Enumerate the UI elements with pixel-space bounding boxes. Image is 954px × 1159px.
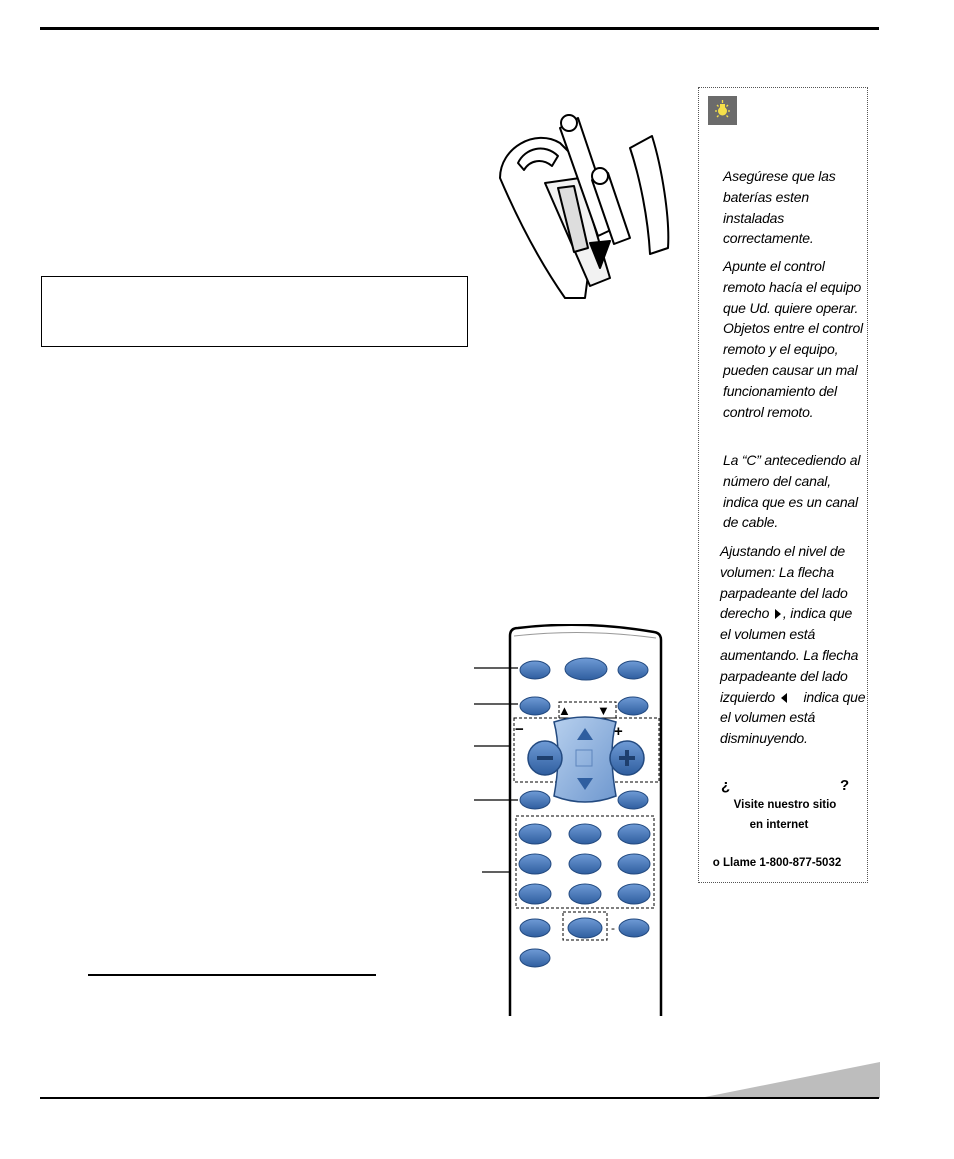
left-arrow-icon — [781, 693, 787, 703]
bottom-rule — [40, 1097, 879, 1099]
help-visit-line1: Visite nuestro sitio — [733, 799, 837, 811]
dash-label: - — [611, 921, 615, 935]
battery-installation-illustration — [490, 108, 690, 303]
volume-plus-label: + — [614, 723, 623, 740]
help-phone: o Llame 1-800-877-5032 — [712, 857, 842, 869]
right-arrow-icon — [775, 609, 781, 619]
help-question-close: ? — [840, 777, 850, 794]
tip-volume-text-1: Ajustando el nivel de volumen: La flecha parpadeante del lado derecho — [720, 543, 848, 622]
lightbulb-icon — [708, 96, 737, 125]
tip-aim-remote: Apunte el control remoto hacía el equipo que Ud. quiere operar. Objetos entre el control remoto y el equipo, pueden causar un mal funcionamiento del control remoto. — [723, 258, 863, 420]
notice-box — [41, 276, 468, 347]
help-visit-line2: en internet — [749, 819, 809, 831]
remote-control-illustration — [474, 624, 674, 1016]
tip-volume-level — [720, 541, 866, 749]
page-corner-wedge — [700, 1062, 880, 1098]
underline-rule — [88, 974, 376, 976]
tip-volume-text-2: , indica que el volumen está aumentando. La flecha parpadeante del lado izquierdo — [720, 605, 859, 705]
tip-volume-text-3: indica que el volumen está disminuyendo. — [720, 688, 866, 747]
channel-down-label: ▼ — [597, 703, 610, 718]
tip-cable-channel: La “C” antecediendo al número del canal, indica que es un canal de cable. — [723, 452, 861, 531]
help-question-open: ¿ — [721, 777, 731, 794]
tip-battery-check: Asegúrese que las baterías esten instaladas correctamente. — [723, 168, 836, 247]
channel-up-label: ▲ — [558, 703, 571, 718]
top-rule — [40, 27, 879, 30]
volume-minus-label: − — [515, 721, 524, 738]
